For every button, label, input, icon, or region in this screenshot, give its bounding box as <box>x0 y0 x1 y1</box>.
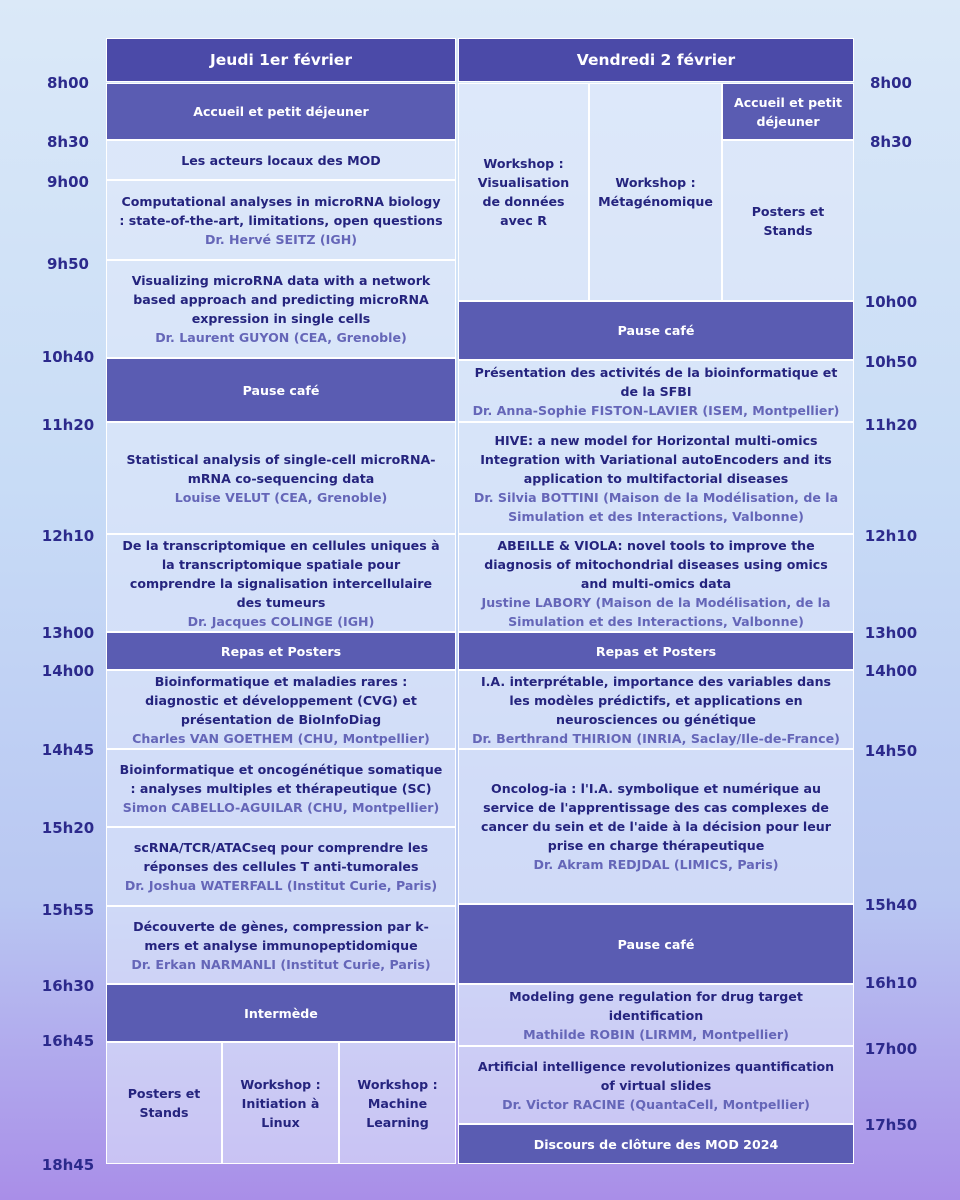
session-speaker: Dr. Silvia BOTTINI (Maison de la Modélisation, de la Simulation et des Interactions, Valbonne) <box>473 489 839 524</box>
time-right-4: 10h50 <box>864 353 918 371</box>
session-title: HIVE: a new model for Horizontal multi-omics Integration with Variational autoEncoders and its application to multifactorial diseases <box>480 432 832 486</box>
session-title: Présentation des activités de la bioinformatique et de la SFBI <box>474 364 838 399</box>
session-title: I.A. interprétable, importance des variables dans les modèles prédictifs, et applications en neurosciences ou génétique <box>480 673 832 727</box>
session-title: Workshop : Visualisation de données avec R <box>477 156 570 228</box>
session-speaker: Simon CABELLO-AGUILAR (CHU, Montpellier) <box>122 799 440 815</box>
time-left-15: 18h45 <box>41 1156 95 1174</box>
day2-accueil: Accueil et petit déjeuner <box>722 83 854 140</box>
day1-session-5 <box>106 670 456 749</box>
time-left-8: 13h00 <box>41 624 95 642</box>
day1-workshop-ml <box>339 1042 456 1164</box>
day1-pause-cafe: Pause café <box>106 358 456 422</box>
day1-repas: Repas et Posters <box>106 632 456 670</box>
session-title: Visualizing microRNA data with a network based approach and predicting microRNA expression in single cells <box>131 273 431 326</box>
time-left-6: 11h20 <box>41 416 95 434</box>
day1-header: Jeudi 1er février <box>106 38 456 82</box>
day1-session-4 <box>106 534 456 632</box>
time-left-12: 15h55 <box>41 901 95 919</box>
day1-session-6 <box>106 749 456 827</box>
session-speaker: Dr. Anna-Sophie FISTON-LAVIER (ISEM, Montpellier) <box>472 402 840 418</box>
session-speaker: Dr. Jacques COLINGE (IGH) <box>187 613 375 629</box>
session-title: Bioinformatique et maladies rares : diagnostic et développement (CVG) et présentation de BioInfoDiag <box>145 673 417 727</box>
time-right-1: 8h00 <box>870 74 912 92</box>
day2-workshop-r <box>458 83 589 301</box>
day2-session-3 <box>458 534 854 632</box>
time-left-14: 16h45 <box>41 1032 95 1050</box>
day1-session-2 <box>106 260 456 358</box>
day2-session-2 <box>458 422 854 534</box>
session-title: Bioinformatique et oncogénétique somatique : analyses multiples et thérapeutique (SC) <box>119 761 443 796</box>
session-title: Les acteurs locaux des MOD <box>181 152 381 168</box>
time-left-4: 9h50 <box>47 255 89 273</box>
session-title: ABEILLE & VIOLA: novel tools to improve the diagnosis of mitochondrial diseases using omics and multi-omics data <box>484 537 828 591</box>
session-speaker: Mathilde ROBIN (LIRMM, Montpellier) <box>523 1026 789 1042</box>
session-speaker: Dr. Laurent GUYON (CEA, Grenoble) <box>155 330 407 345</box>
time-right-12: 17h00 <box>864 1040 918 1058</box>
session-title: scRNA/TCR/ATACseq pour comprendre les réponses des cellules T anti-tumorales <box>133 840 429 874</box>
session-speaker: Louise VELUT (CEA, Grenoble) <box>174 489 388 505</box>
time-left-13: 16h30 <box>41 977 95 995</box>
session-speaker: Dr. Akram REDJDAL (LIMICS, Paris) <box>533 857 779 872</box>
session-title: De la transcriptomique en cellules uniques à la transcriptomique spatiale pour comprendre la signalisation intercellulaire des tumeurs <box>122 537 440 610</box>
session-speaker: Charles VAN GOETHEM (CHU, Montpellier) <box>132 730 430 746</box>
time-right-9: 14h50 <box>864 742 918 760</box>
day2-session-4 <box>458 670 854 749</box>
time-right-13: 17h50 <box>864 1116 918 1134</box>
day2-cloture: Discours de clôture des MOD 2024 <box>458 1124 854 1164</box>
day2-pause-cafe-1: Pause café <box>458 301 854 360</box>
session-title: Artificial intelligence revolutionizes quantification of virtual slides <box>477 1058 835 1093</box>
time-right-5: 11h20 <box>864 416 918 434</box>
session-title: Statistical analysis of single-cell microRNA-mRNA co-sequencing data <box>126 451 436 486</box>
session-speaker: Dr. Joshua WATERFALL (Institut Curie, Paris) <box>124 878 438 893</box>
session-speaker: Justine LABORY (Maison de la Modélisation, de la Simulation et des Interactions, Valbonne) <box>481 594 831 629</box>
session-speaker: Dr. Berthrand THIRION (INRIA, Saclay/Ile-de-France) <box>472 730 840 746</box>
day1-workshop-linux <box>222 1042 339 1164</box>
session-title: Workshop : Métagénomique <box>598 175 713 209</box>
day1-session-8 <box>106 906 456 984</box>
day2-posters-stands <box>722 140 854 301</box>
day2-pause-cafe-2: Pause café <box>458 904 854 984</box>
time-left-1: 8h00 <box>47 74 89 92</box>
time-right-8: 14h00 <box>864 662 918 680</box>
day1-posters-stands <box>106 1042 222 1164</box>
day2-session-7 <box>458 1046 854 1124</box>
session-title: Computational analyses in microRNA biology : state-of-the-art, limitations, open questions <box>119 193 443 228</box>
day2-session-1 <box>458 360 854 422</box>
session-title: Découverte de gènes, compression par k-mers et analyse immunopeptidomique <box>133 918 429 953</box>
day1-session-1 <box>106 180 456 260</box>
day2-session-6 <box>458 984 854 1046</box>
session-speaker: Dr. Victor RACINE (QuantaCell, Montpellier) <box>502 1096 810 1112</box>
time-left-2: 8h30 <box>47 133 89 151</box>
time-left-11: 15h20 <box>41 819 95 837</box>
time-right-10: 15h40 <box>864 896 918 914</box>
day1-session-3 <box>106 422 456 534</box>
day1-intermede: Intermède <box>106 984 456 1042</box>
day2-header: Vendredi 2 février <box>458 38 854 82</box>
session-title: Oncolog-ia : l'I.A. symbolique et numérique au service de l'apprentissage des cas complexes de cancer du sein et de l'aide à la décision pour leur prise en charge thérapeutique <box>481 781 831 853</box>
session-title: Posters et Stands <box>127 1086 201 1120</box>
time-left-9: 14h00 <box>41 662 95 680</box>
time-left-7: 12h10 <box>41 527 95 545</box>
time-left-10: 14h45 <box>41 741 95 759</box>
day2-workshop-metagenomique <box>589 83 722 301</box>
session-title: Workshop : Machine Learning <box>357 1076 438 1130</box>
session-title: Modeling gene regulation for drug target identification <box>509 988 803 1023</box>
time-right-2: 8h30 <box>870 133 912 151</box>
session-title: Workshop : Initiation à Linux <box>240 1076 321 1130</box>
time-right-7: 13h00 <box>864 624 918 642</box>
day2-session-5 <box>458 749 854 904</box>
session-speaker: Dr. Hervé SEITZ (IGH) <box>204 231 357 247</box>
time-left-5: 10h40 <box>41 348 95 366</box>
time-right-11: 16h10 <box>864 974 918 992</box>
day1-session-7 <box>106 827 456 906</box>
time-left-3: 9h00 <box>47 173 89 191</box>
session-title: Posters et Stands <box>751 203 825 238</box>
day1-accueil: Accueil et petit déjeuner <box>106 83 456 140</box>
time-right-3: 10h00 <box>864 293 918 311</box>
day1-acteurs-locaux <box>106 140 456 180</box>
session-speaker: Dr. Erkan NARMANLI (Institut Curie, Paris) <box>131 956 431 972</box>
day2-repas: Repas et Posters <box>458 632 854 670</box>
time-right-6: 12h10 <box>864 527 918 545</box>
